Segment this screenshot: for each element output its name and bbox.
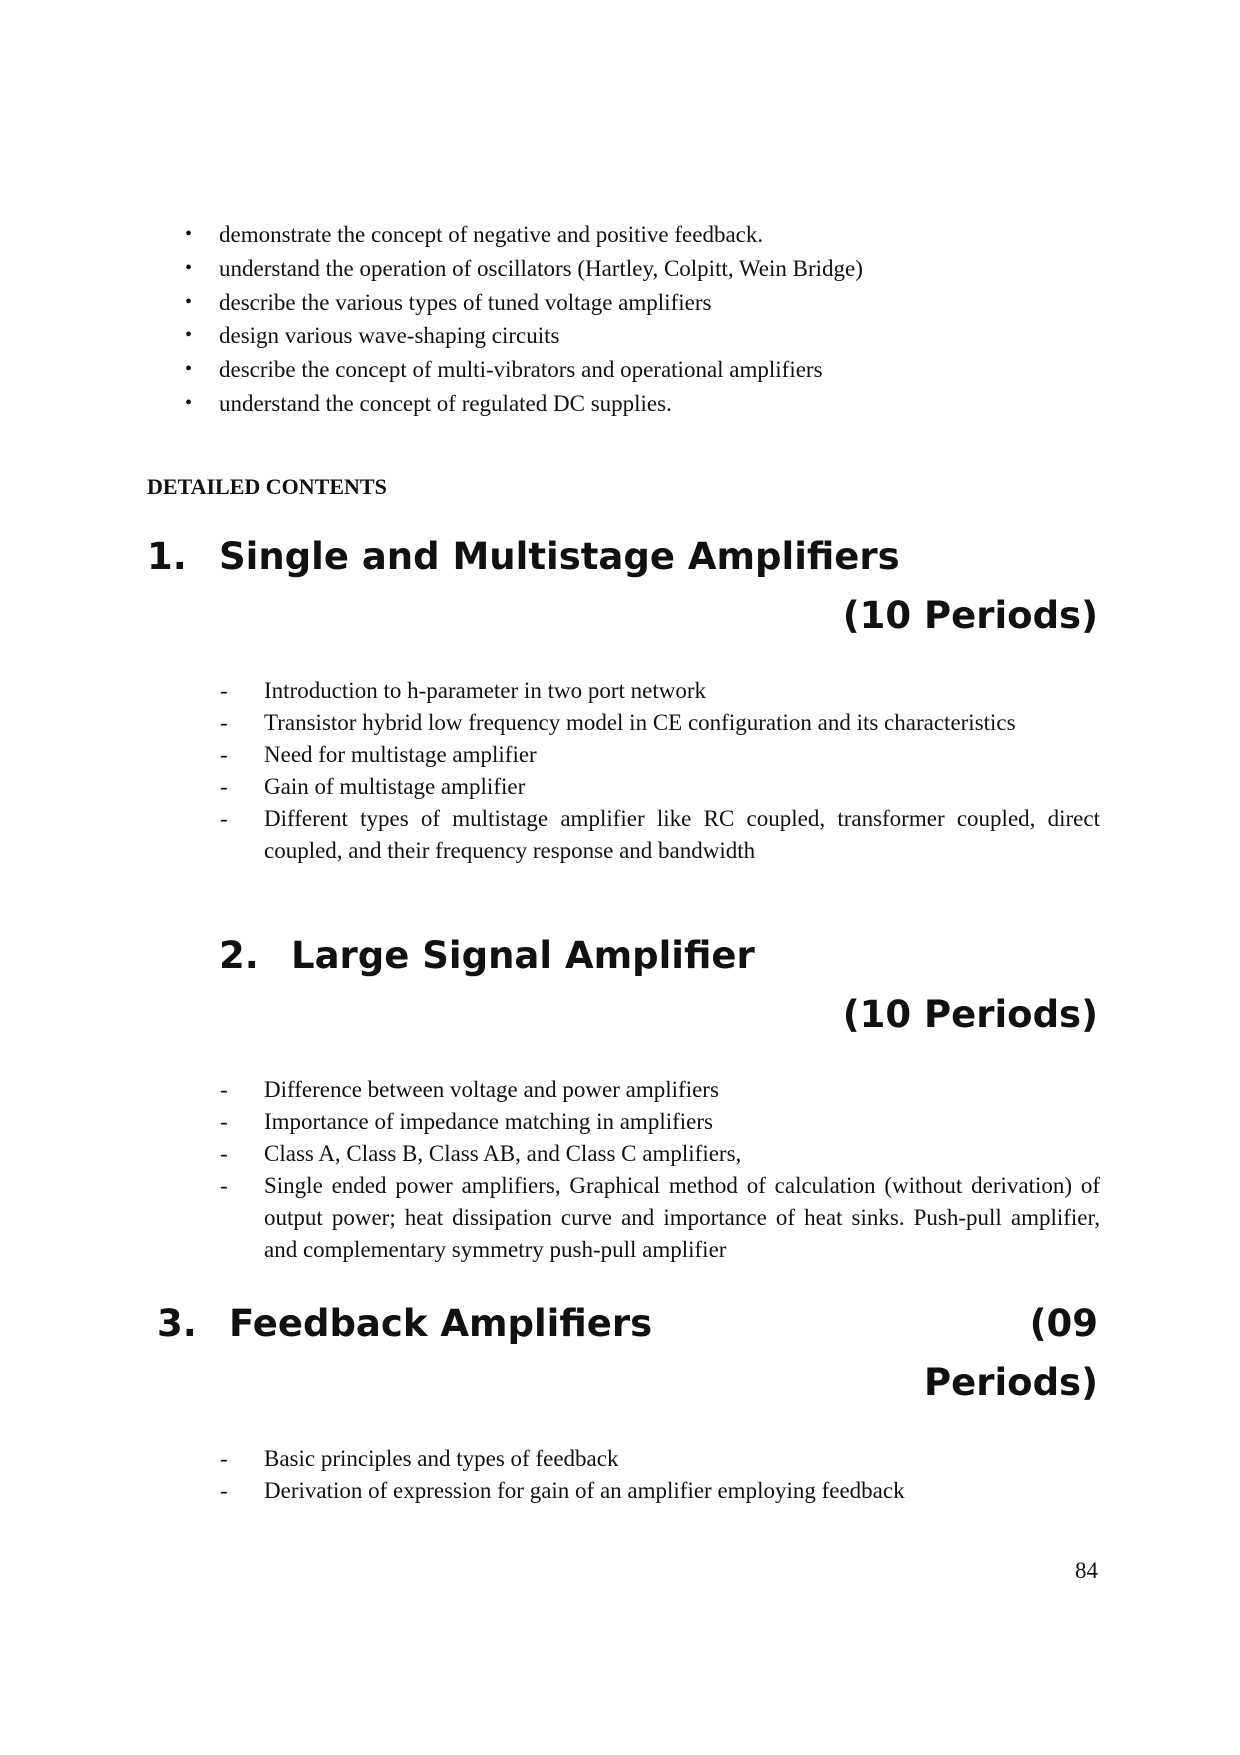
- section-number: 3.: [157, 1302, 197, 1345]
- objective-item: • describe the concept of multi-vibrators and operational amplifiers: [183, 353, 863, 387]
- bullet-icon: •: [185, 324, 193, 347]
- topic-item: - Difference between voltage and power amplifiers: [220, 1074, 1100, 1106]
- objective-item: • understand the operation of oscillators (Hartley, Colpitt, Wein Bridge): [183, 252, 863, 286]
- bullet-icon: •: [185, 391, 193, 414]
- objective-item: • design various wave-shaping circuits: [183, 319, 863, 353]
- dash-icon: -: [220, 1077, 228, 1102]
- dash-icon: -: [220, 1446, 228, 1471]
- section-3-periods-line2: Periods): [924, 1361, 1098, 1404]
- dash-icon: -: [220, 806, 228, 831]
- topic-item: - Class A, Class B, Class AB, and Class C amplifiers,: [220, 1138, 1100, 1170]
- topic-item: - Derivation of expression for gain of an amplifier employing feedback: [220, 1475, 1100, 1507]
- detailed-contents-heading: DETAILED CONTENTS: [147, 474, 387, 499]
- objective-item: • describe the various types of tuned voltage amplifiers: [183, 286, 863, 320]
- section-3-heading: [157, 1302, 652, 1345]
- section-title: Large Signal Amplifier: [291, 934, 755, 977]
- dash-icon: -: [220, 710, 228, 735]
- objective-item: • understand the concept of regulated DC supplies.: [183, 387, 863, 421]
- dash-icon: -: [220, 1141, 228, 1166]
- topic-item: - Basic principles and types of feedback: [220, 1443, 1100, 1475]
- section-2-topics: [220, 1074, 1100, 1266]
- section-number: 2.: [219, 934, 259, 977]
- section-1-topics: [220, 675, 1100, 867]
- section-title: Single and Multistage Amplifiers: [219, 535, 900, 578]
- dash-icon: -: [220, 1173, 228, 1198]
- topic-item: - Need for multistage amplifier: [220, 739, 1100, 771]
- topic-item: - Gain of multistage amplifier: [220, 771, 1100, 803]
- section-2-heading: [219, 934, 755, 977]
- topic-item: - Importance of impedance matching in amplifiers: [220, 1106, 1100, 1138]
- bullet-icon: •: [185, 290, 193, 313]
- section-1-periods: (10 Periods): [842, 594, 1098, 637]
- objectives-list: [183, 218, 863, 421]
- dash-icon: -: [220, 774, 228, 799]
- topic-item: - Different types of multistage amplifier like RC coupled, transformer coupled, direct coupled, and their frequency response and bandwidth: [220, 803, 1100, 867]
- section-number: 1.: [147, 535, 187, 578]
- dash-icon: -: [220, 1109, 228, 1134]
- section-3-topics: [220, 1443, 1100, 1507]
- section-2-periods: (10 Periods): [842, 993, 1098, 1036]
- dash-icon: -: [220, 678, 228, 703]
- dash-icon: -: [220, 742, 228, 767]
- bullet-icon: •: [185, 256, 193, 279]
- dash-icon: -: [220, 1478, 228, 1503]
- topic-item: - Introduction to h-parameter in two port network: [220, 675, 1100, 707]
- topic-item: - Transistor hybrid low frequency model in CE configuration and its characteristics: [220, 707, 1100, 739]
- page-number: 84: [1075, 1558, 1098, 1583]
- section-1-heading: [147, 535, 900, 578]
- bullet-icon: •: [185, 358, 193, 381]
- objective-item: • demonstrate the concept of negative and positive feedback.: [183, 218, 863, 252]
- bullet-icon: •: [185, 223, 193, 245]
- section-3-periods-line1: (09: [1029, 1302, 1098, 1345]
- topic-item: - Single ended power amplifiers, Graphical method of calculation (without derivation) of output power; heat dissipation curve and importance of heat sinks. Push-pull amplifier, and complementary symmetry push-pull amplifier: [220, 1170, 1100, 1266]
- section-title: Feedback Amplifiers: [229, 1302, 653, 1345]
